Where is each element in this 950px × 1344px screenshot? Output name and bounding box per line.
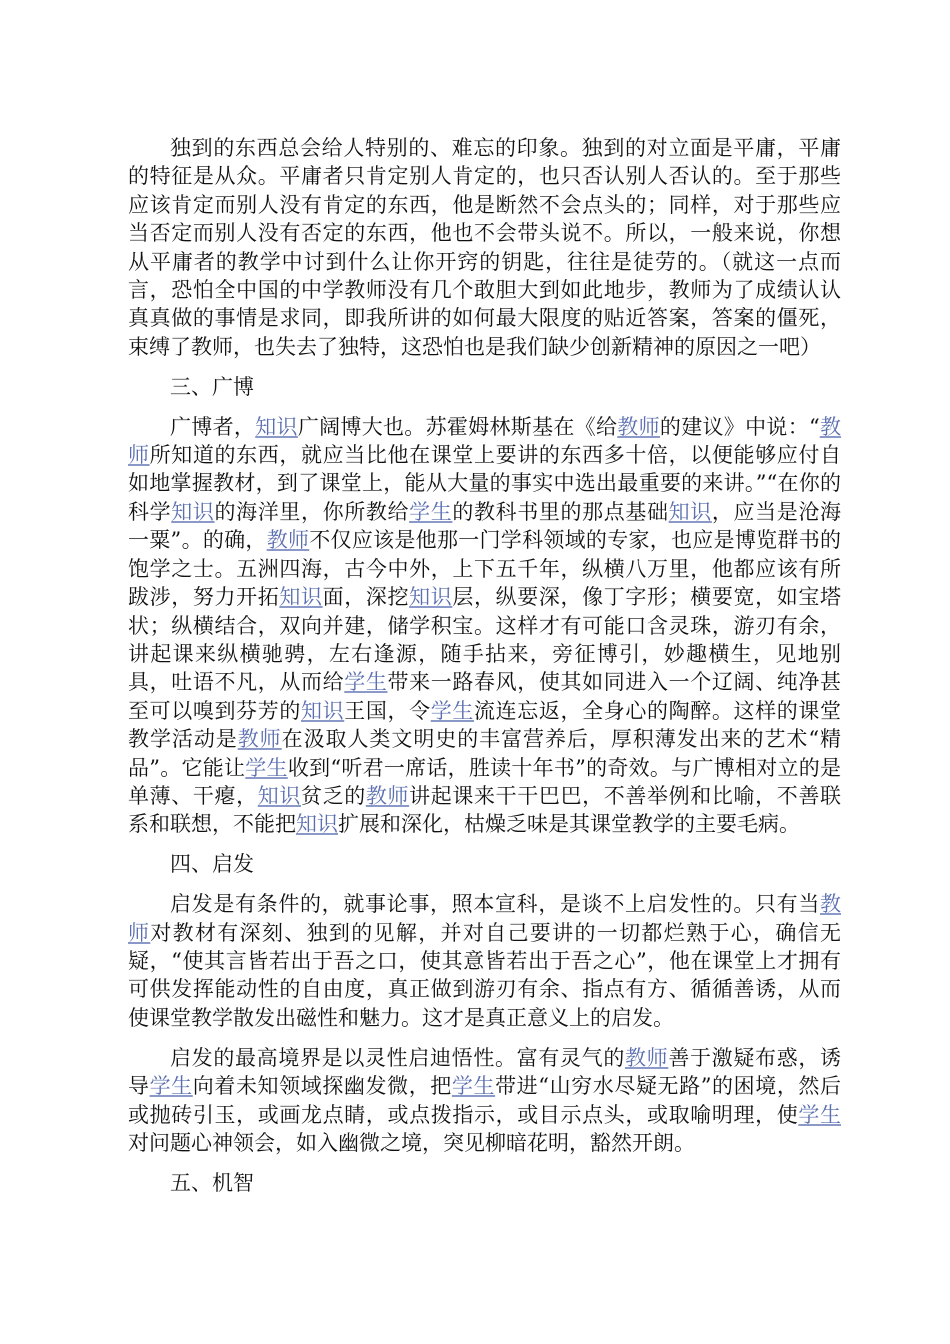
keyword-link[interactable]: 学生: [430, 698, 474, 723]
text-run: 广博者，: [170, 414, 256, 439]
section-heading: [128, 373, 841, 401]
keyword-link[interactable]: 教师: [617, 414, 660, 439]
text-run: 的海洋里，你所教给: [214, 499, 410, 524]
text-run: 对问题心神领会，如入幽微之境，突见柳暗花明，豁然开朗。: [128, 1130, 695, 1155]
text-run: 流连忘返，全身心的陶醉。这样的课堂教学活动是: [128, 698, 841, 752]
keyword-link[interactable]: 学生: [149, 1074, 193, 1099]
section-heading: [128, 850, 841, 878]
text-run: 启发是有条件的，就事论事，照本宣科，是谈不上启发性的。只有当: [170, 892, 820, 917]
keyword-link[interactable]: 学生: [344, 670, 388, 695]
text-run: 王国，令: [344, 698, 431, 723]
text-run: 五、机智: [170, 1170, 254, 1195]
text-run: 善于激疑布惑，诱导: [128, 1045, 842, 1099]
keyword-link[interactable]: 知识: [255, 414, 298, 439]
keyword-link[interactable]: 教师: [237, 727, 282, 752]
text-run: 独到的东西总会给人特别的、难忘的印象。独到的对立面是平庸，平庸的特征是从众。平庸者只肯定别人肯定的，也只否认别人否认的。至于那些应该肯定而别人没有肯定的东西，他是断然不会点头的；同样，对于那些应当否定而别人没有否定的东西，他也不会带头说不。所以，一般来说，你想从平庸者的教学中讨到什么让你开窍的钥匙，往往是徒劳的。（就这一点而言，恐怕全中国的中学教师没有几个敢胆大到如此地步，教师为了成绩认认真真做的事情是求同，即我所讲的如何最大限度的贴近答案，答案的僵死，束缚了教师，也失去了独特，这恐怕也是我们缺少创新精神的原因之一吧）: [128, 136, 841, 359]
text-run: 在汲取人类文明史的丰富营养后，厚积薄发出来的艺术“精品”。它能让: [128, 727, 842, 780]
paragraph: [128, 134, 841, 361]
text-run: 带来一路春风，使其如同进入一个辽阔、纯净甚至可以嗅到芬芳的: [128, 670, 841, 723]
keyword-link[interactable]: 知识: [668, 499, 712, 524]
document-body: [128, 134, 841, 1209]
paragraph: [128, 413, 841, 839]
text-run: 带进“山穷水尽疑无路”的困境，然后或抛砖引玉，或画龙点睛，或点拨指示，或目示点头，或取喻明理，使: [128, 1074, 842, 1127]
keyword-link[interactable]: 知识: [171, 499, 215, 524]
keyword-link[interactable]: 学生: [245, 755, 288, 780]
text-run: 向着未知领域探幽发微，把: [192, 1074, 452, 1099]
text-run: 广阔博大也。苏霍姆林斯基在《给: [297, 414, 618, 439]
text-run: 面，深挖: [322, 585, 410, 610]
paragraph: [128, 1044, 841, 1158]
keyword-link[interactable]: 教师: [266, 528, 310, 553]
text-run: ，应当是沧海一粟”。的确，: [128, 499, 841, 553]
keyword-link[interactable]: 教师: [625, 1045, 669, 1070]
text-run: 讲起课来干干巴巴，不善举例和比喻，不善联系和联想，不能把: [128, 783, 841, 837]
keyword-link[interactable]: 知识: [279, 585, 323, 610]
text-run: 四、启发: [170, 852, 254, 877]
keyword-link[interactable]: 学生: [451, 1074, 496, 1099]
section-heading: [128, 1169, 841, 1197]
paragraph: [128, 890, 841, 1032]
text-run: 层，纵要深，像丁字形；横要宽，如宝塔状；纵横结合，双向并建，储学积宝。这样才有可能口含灵珠，游刃有余，讲起课来纵横驰骋，左右逢源，随手拈来，旁征博引，妙趣横生，见地别具，吐语不凡，从而给: [128, 585, 841, 695]
text-run: 的教科书里的那点基础: [452, 499, 669, 524]
text-run: 对教材有深刻、独到的见解，并对自己要讲的一切都烂熟于心，确信无疑，“使其言皆若出于吾之口，使其意皆若出于吾之心”，他在课堂上才拥有可供发挥能动性的自由度，真正做到游刃有余、指点有方、循循善诱，从而使课堂教学散发出磁性和魅力。这才是真正意义上的启发。: [128, 920, 842, 1030]
keyword-link[interactable]: 知识: [257, 783, 301, 808]
keyword-link[interactable]: 知识: [409, 585, 453, 610]
text-run: 启发的最高境界是以灵性启迪悟性。富有灵气的: [170, 1045, 625, 1070]
keyword-link[interactable]: 教师: [128, 414, 842, 468]
keyword-link[interactable]: 学生: [798, 1102, 841, 1127]
keyword-link[interactable]: 知识: [296, 812, 338, 837]
keyword-link[interactable]: 学生: [409, 499, 453, 524]
text-run: 不仅应该是他那一门学科领域的专家，也应是博览群书的饱学之士。五洲四海，古今中外，上下五千年，纵横八万里，他都应该有所跋涉，努力开拓: [128, 528, 841, 610]
text-run: 扩展和深化，枯燥乏味是其课堂教学的主要毛病。: [338, 812, 800, 837]
text-run: 所知道的东西，就应当比他在课堂上要讲的东西多十倍，以便能够应付自如地掌握教材，到了课堂上，能从大量的事实中选出最重要的来讲。”“在你的科学: [128, 443, 841, 524]
text-run: 的建议》中说：“: [659, 414, 820, 439]
text-run: 三、广博: [170, 374, 254, 399]
keyword-link[interactable]: 教师: [128, 892, 841, 945]
keyword-link[interactable]: 知识: [301, 698, 345, 723]
text-run: 收到“听君一席话，胜读十年书”的奇效。与广博相对立的是单薄、干瘪，: [128, 755, 841, 808]
keyword-link[interactable]: 教师: [365, 783, 410, 808]
text-run: 贫乏的: [301, 783, 366, 808]
